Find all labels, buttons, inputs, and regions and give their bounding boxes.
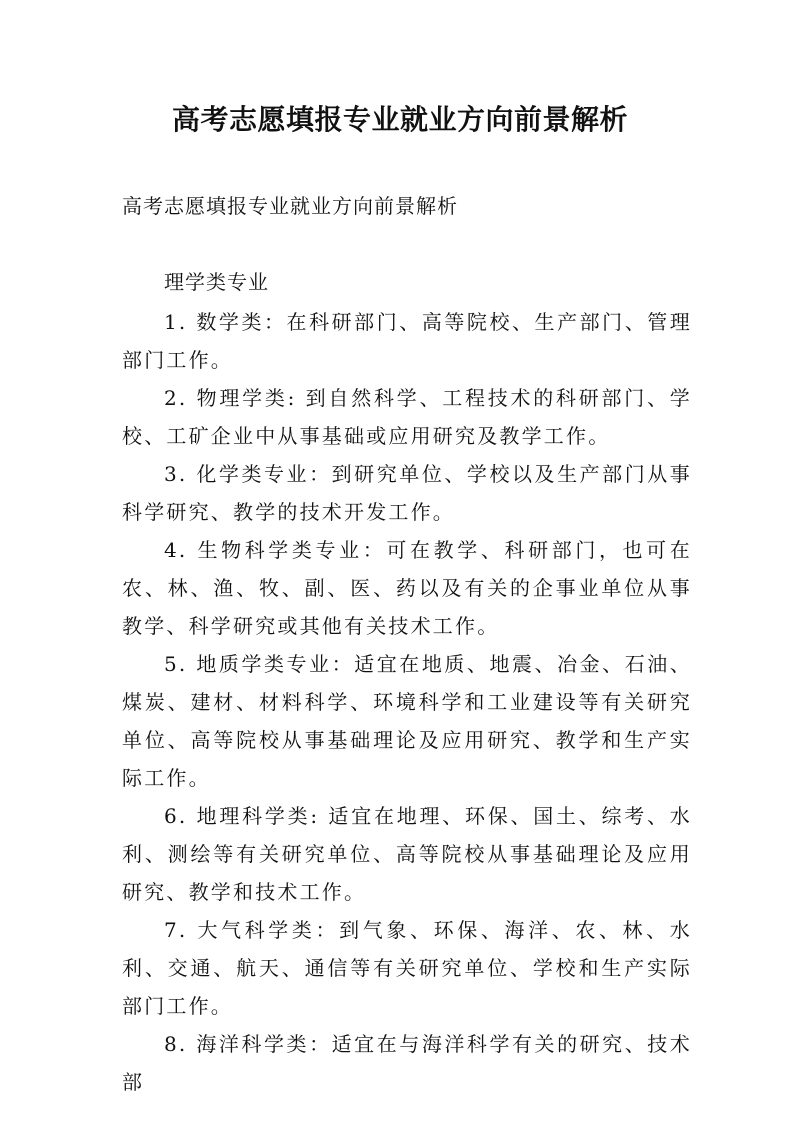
list-item: 5. 地质学类专业：适宜在地质、地震、冶金、石油、煤炭、建材、材料科学、环境科学和工业建设等有关研究单位、高等院校从事基础理论及应用研究、教学和生产实际工作。 [122,652,692,790]
document-subtitle: 高考志愿填报专业就业方向前景解析 [122,194,458,218]
list-item: 3. 化学类专业：到研究单位、学校以及生产部门从事科学研究、教学的技术开发工作。 [122,462,692,524]
list-item: 2. 物理学类: 到自然科学、工程技术的科研部门、学校、工矿企业中从事基础或应用研究及教学工作。 [122,386,692,448]
list-item: 7. 大气科学类：到气象、环保、海洋、农、林、水利、交通、航天、通信等有关研究单位、学校和生产实际部门工作。 [122,918,692,1018]
section-heading: 理学类专业 [164,270,269,294]
list-item: 4. 生物科学类专业：可在教学、科研部门，也可在农、林、渔、牧、副、医、药以及有关的企事业单位从事教学、科学研究或其他有关技术工作。 [122,538,692,638]
document-title: 高考志愿填报专业就业方向前景解析 [171,103,628,136]
list-item: 1. 数学类：在科研部门、高等院校、生产部门、管理部门工作。 [122,310,692,372]
list-item: 6. 地理科学类: 适宜在地理、环保、国土、综考、水利、测绘等有关研究单位、高等院校从事基础理论及应用研究、教学和技术工作。 [122,804,692,904]
list-item: 8. 海洋科学类：适宜在与海洋科学有关的研究、技术部 [122,1032,692,1094]
document-body [122,303,692,1101]
